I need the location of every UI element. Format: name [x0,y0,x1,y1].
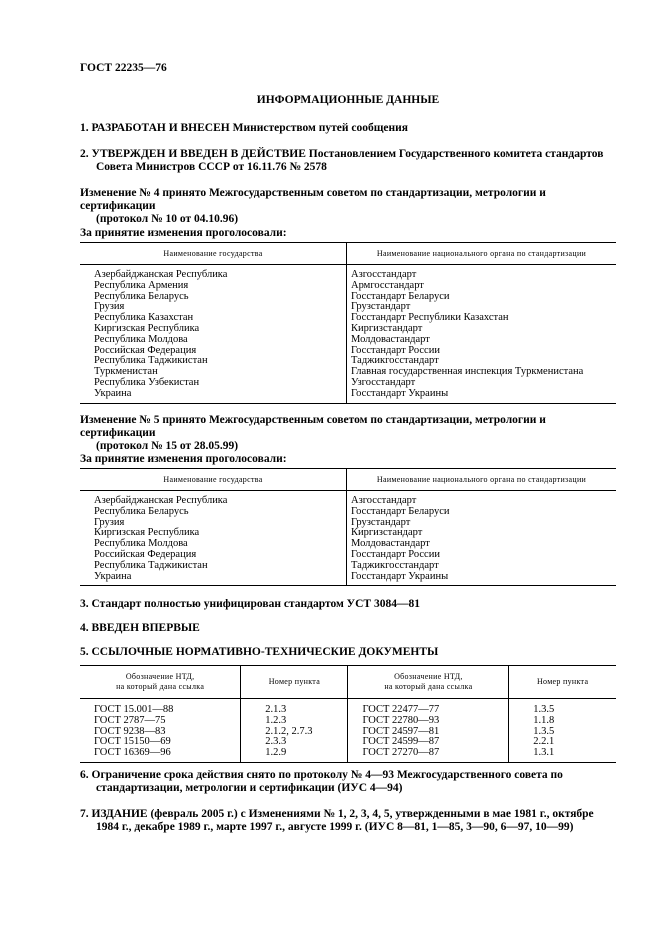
standards-body: Азгосстандарт [351,269,417,280]
table-row [80,335,616,346]
state-name: Грузия [80,518,347,529]
vote-table-1-header-body: Наименование национального органа по стандартизации [347,243,617,265]
standards-body: Госстандарт России [351,344,440,356]
state-name: Азербайджанская Республика [80,491,347,507]
standards-body: Госстандарт Украины [347,572,617,586]
vote-label-1: За принятие изменения проголосовали: [80,227,287,239]
item-2 [80,148,616,174]
doc-ref: ГОСТ 16369—96 [80,748,241,762]
state-name: Украина [80,572,347,586]
state-name: Республика Беларусь [80,292,347,303]
item-2-lead: 2. УТВЕРЖДЕН И ВВЕДЕН В ДЕЙСТВИЕ [80,148,306,160]
standards-body: Госстандарт России [351,548,440,560]
vote-table-2-header-body: Наименование национального органа по стандартизации [347,469,617,491]
table-row [80,378,616,389]
item-2-line2: Совета Министров СССР от 16.11.76 № 2578 [96,161,327,173]
standards-body: Главная государственная инспекция Туркменистана [351,366,584,378]
change-5-line1: Изменение № 5 принято Межгосударственным советом по стандартизации, метрологии и сертификации [80,414,546,439]
standards-body: Молдовастандарт [351,333,430,345]
standards-body: Госстандарт Республики Казахстан [351,312,509,324]
table-row [80,292,616,303]
state-name: Туркменистан [80,367,347,378]
ref-header-clause-2: Номер пункта [509,666,616,699]
item-7: 7. ИЗДАНИЕ (февраль 2005 г.) с Изменениями № 1, 2, 3, 4, 5, утвержденными в мае 1981 г., октябре 1984 г., декабре 1989 г., марте 1997 г., августе 1999 г. (ИУС 8—81, 1—85, 3—90, 6—97, 10—99) [80,808,594,833]
standards-body: Грузстандарт [351,516,411,528]
item-6: 6. Ограничение срока действия снято по протоколу № 4—93 Межгосударственного совета по стандартизации, метрологии и сертификации (ИУС 4—94) [80,769,563,794]
item-1-lead: 1. РАЗРАБОТАН И ВНЕСЕН [80,122,230,134]
vote-label-2: За принятие изменения проголосовали: [80,453,287,465]
state-name: Грузия [80,302,347,313]
change-4-line2: (протокол № 10 от 04.10.96) [96,213,239,225]
vote-table-1 [80,242,616,404]
doc-ref: ГОСТ 22477—77 [348,699,509,716]
standards-body: Киргизстандарт [351,322,423,334]
reference-table [80,665,616,763]
table-row [80,572,616,586]
change-5-note [80,414,616,453]
clause-number: 1.1.8 [533,714,555,726]
clause-number: 2.1.2, 2.7.3 [241,727,348,738]
clause-number: 1.3.1 [509,748,616,762]
state-name: Киргизская Республика [80,528,347,539]
standards-body: Узгосстандарт [351,376,416,388]
change-5-line2: (протокол № 15 от 28.05.99) [96,440,239,452]
standards-body: Госстандарт Беларуси [351,290,450,302]
state-name: Республика Молдова [80,335,347,346]
standards-body: Грузстандарт [351,301,411,313]
table-row [80,748,616,762]
standards-body: Таджикгосстандарт [351,559,439,571]
doc-ref: ГОСТ 9238—83 [80,727,241,738]
state-name: Киргизская Республика [80,324,347,335]
clause-number: 2.3.3 [241,737,348,748]
table-row [80,491,616,507]
item-3: 3. Стандарт полностью унифицирован стандартом УСТ 3084—81 [80,598,420,610]
standards-body: Армгосстандарт [351,279,424,291]
state-name: Республика Армения [80,281,347,292]
page-title: ИНФОРМАЦИОННЫЕ ДАННЫЕ [256,94,440,106]
clause-number: 2.2.1 [533,736,555,748]
vote-table-1-header-state: Наименование государства [80,243,347,265]
vote-table-2-header-state: Наименование государства [80,469,347,491]
table-row [80,389,616,403]
clause-number: 1.3.5 [533,725,555,737]
table-row [80,265,616,281]
standards-body: Госстандарт Украины [347,389,617,403]
clause-number: 1.2.3 [241,716,348,727]
item-4: 4. ВВЕДЕН ВПЕРВЫЕ [80,622,200,634]
item-1 [80,122,616,135]
doc-ref: ГОСТ 24597—81 [348,727,509,738]
state-name: Российская Федерация [80,346,347,357]
item-1-text: Министерством путей сообщения [229,122,408,134]
state-name: Российская Федерация [80,550,347,561]
doc-ref: ГОСТ 24599—87 [348,737,509,748]
standards-body: Азгосстандарт [351,495,417,506]
item-2-text: Постановлением Государственного комитета стандартов [305,148,604,160]
item-5: 5. ССЫЛОЧНЫЕ НОРМАТИВНО-ТЕХНИЧЕСКИЕ ДОКУМЕНТЫ [80,646,439,658]
state-name: Республика Таджикистан [80,356,347,367]
clause-number: 1.3.5 [533,704,555,715]
vote-table-2 [80,468,616,586]
doc-ref: ГОСТ 15150—69 [80,737,241,748]
change-4-note [80,187,616,226]
ref-header-doc-2: Обозначение НТД, на который дана ссылка [348,666,509,699]
doc-ref: ГОСТ 15.001—88 [80,699,241,716]
clause-number: 2.1.3 [241,699,348,716]
standards-body: Киргизстандарт [351,527,423,539]
standards-body: Таджикгосстандарт [351,355,439,367]
standards-body: Госстандарт Беларуси [351,505,450,517]
state-name: Азербайджанская Республика [80,265,347,281]
clause-number: 1.2.9 [241,748,348,762]
state-name: Республика Узбекистан [80,378,347,389]
table-row [80,699,616,716]
state-name: Республика Беларусь [80,507,347,518]
page-header: ГОСТ 22235—76 [80,62,167,74]
standards-body: Молдовастандарт [351,538,430,550]
doc-ref: ГОСТ 27270—87 [348,748,509,762]
state-name: Республика Казахстан [80,313,347,324]
ref-header-doc-1: Обозначение НТД, на который дана ссылка [80,666,241,699]
change-4-line1: Изменение № 4 принято Межгосударственным советом по стандартизации, метрологии и сертификации [80,187,546,212]
table-row [80,507,616,518]
doc-ref: ГОСТ 2787—75 [80,716,241,727]
table-row [80,716,616,727]
state-name: Республика Таджикистан [80,561,347,572]
state-name: Украина [80,389,347,403]
table-row [80,281,616,292]
doc-ref: ГОСТ 22780—93 [348,716,509,727]
table-row [80,561,616,572]
ref-header-clause-1: Номер пункта [241,666,348,699]
state-name: Республика Молдова [80,539,347,550]
